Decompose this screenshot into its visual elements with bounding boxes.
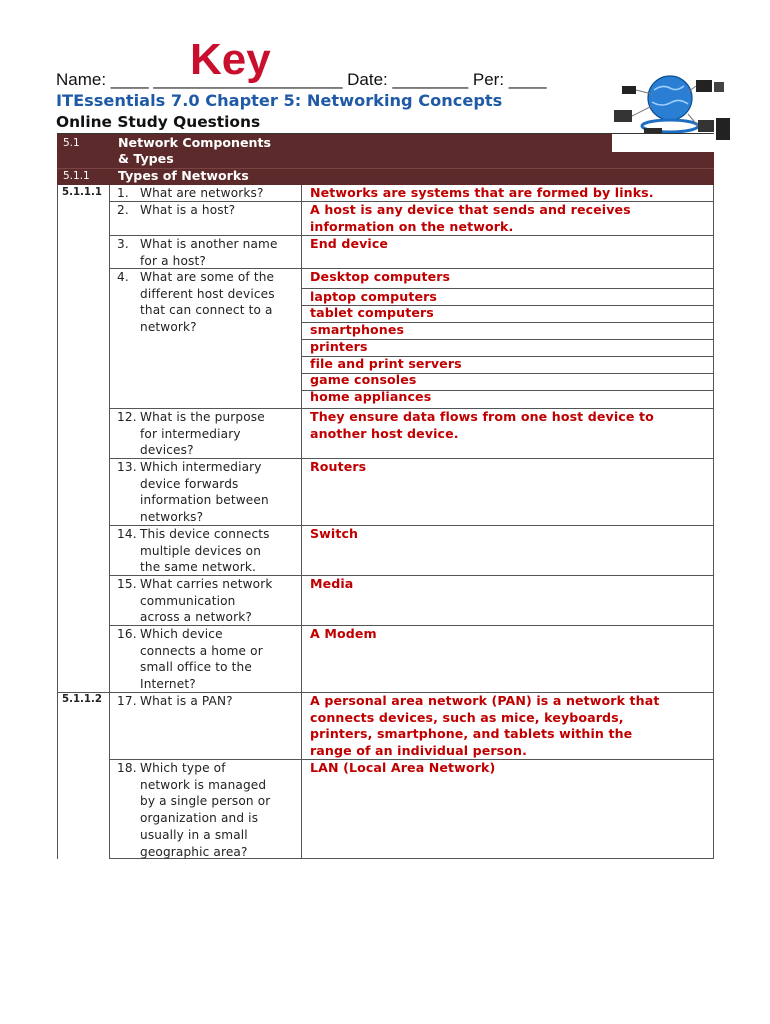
answer-1: [310, 185, 710, 202]
question-2: [117, 202, 299, 219]
answer-text: A host is any device that sends and receives: [310, 202, 631, 217]
answer-text: Routers: [310, 459, 367, 474]
question-number: 4.: [117, 270, 129, 284]
answer-text: printers: [310, 338, 368, 354]
question-text: communication: [140, 593, 236, 608]
table-col-divider-2: [301, 185, 302, 859]
section-label: Types of Networks: [118, 168, 249, 183]
question-text: that can connect to a: [140, 303, 273, 318]
question-number: 1.: [117, 186, 129, 200]
answer-text: A personal area network (PAN) is a network that: [310, 693, 660, 708]
answer-text: file and print servers: [310, 355, 462, 371]
question-number: 12.: [117, 410, 137, 424]
question-18: [117, 760, 299, 860]
question-text: networks?: [140, 510, 204, 525]
question-text: geographic area?: [140, 844, 248, 859]
question-text: different host devices: [140, 286, 275, 301]
question-text: network?: [140, 320, 197, 335]
document-subtitle: Online Study Questions: [56, 113, 261, 131]
answer-text: End device: [310, 236, 389, 251]
question-text: Which device: [140, 627, 223, 641]
answer-text: Desktop computers: [310, 269, 451, 284]
question-text: What is a PAN?: [140, 694, 233, 708]
answer-12: [310, 409, 710, 442]
answer-text: range of an individual person.: [310, 743, 527, 759]
question-12: [117, 409, 299, 459]
band-gap: [612, 134, 714, 152]
table-left-border: [57, 185, 58, 859]
question-text: by a single person or: [140, 794, 271, 809]
question-text: What carries network: [140, 577, 273, 591]
question-text: the same network.: [140, 560, 256, 575]
answer-text: Networks are systems that are formed by links.: [310, 185, 654, 200]
question-text: usually in a small: [140, 827, 248, 842]
question-text: What is another name: [140, 237, 278, 251]
answer-text: smartphones: [310, 322, 405, 338]
section-number: 5.1: [63, 137, 80, 149]
question-17: [117, 693, 299, 710]
question-text: information between: [140, 493, 269, 508]
question-16: [117, 626, 299, 693]
question-text: Internet?: [140, 677, 196, 692]
question-3: [117, 236, 299, 269]
question-text: devices?: [140, 443, 194, 458]
table-col-divider-1: [109, 185, 110, 859]
answer-13: [310, 459, 710, 476]
question-1: [117, 185, 299, 202]
answer-2: [310, 202, 710, 235]
name-date-period-line: Name: ____ ____________________ Date: ________ Per: ____: [56, 70, 547, 89]
answer-4: [310, 269, 710, 406]
question-text: organization and is: [140, 811, 259, 826]
answer-text: printers, smartphone, and tablets within the: [310, 726, 633, 742]
answer-18: [310, 760, 710, 777]
row-number: 5.1.1.2: [62, 694, 102, 705]
answer-16: [310, 626, 710, 643]
section-label-line1: Network Components: [118, 135, 272, 150]
question-text: What are some of the: [140, 270, 275, 284]
question-text: This device connects: [140, 527, 270, 541]
section-label-line2: & Types: [118, 151, 174, 166]
answer-text: LAN (Local Area Network): [310, 760, 496, 775]
section-number: 5.1.1: [63, 170, 90, 182]
question-15: [117, 576, 299, 626]
answer-text: information on the network.: [310, 218, 514, 234]
answer-text: Switch: [310, 526, 359, 541]
answer-15: [310, 576, 710, 593]
answer-text: Media: [310, 576, 354, 591]
question-text: What is a host?: [140, 203, 236, 217]
answer-14: [310, 526, 710, 543]
answer-text: laptop computers: [310, 288, 437, 304]
question-text: What is the purpose: [140, 410, 265, 424]
question-text: across a network?: [140, 610, 252, 625]
question-number: 17.: [117, 694, 137, 708]
answer-text: connects devices, such as mice, keyboards,: [310, 709, 624, 725]
question-text: connects a home or: [140, 643, 263, 658]
question-4: [117, 269, 299, 336]
question-number: 15.: [117, 577, 137, 591]
question-number: 16.: [117, 627, 137, 641]
question-number: 18.: [117, 761, 137, 775]
document-title: ITEssentials 7.0 Chapter 5: Networking Concepts: [56, 91, 503, 110]
question-text: network is managed: [140, 777, 267, 792]
answer-text: tablet computers: [310, 305, 434, 321]
key-heading: Key: [190, 35, 271, 84]
question-text: for intermediary: [140, 426, 241, 441]
row-number: 5.1.1.1: [62, 187, 102, 198]
section-band-5-1-1: [57, 168, 714, 185]
table-right-border: [713, 185, 714, 859]
answer-text: They ensure data flows from one host device to: [310, 409, 654, 424]
answer-text: another host device.: [310, 425, 459, 441]
question-number: 2.: [117, 203, 129, 217]
question-text: Which type of: [140, 761, 226, 775]
question-text: for a host?: [140, 253, 206, 268]
question-number: 14.: [117, 527, 137, 541]
question-number: 13.: [117, 460, 137, 474]
question-text: device forwards: [140, 476, 239, 491]
question-14: [117, 526, 299, 576]
question-13: [117, 459, 299, 526]
answer-text: A Modem: [310, 626, 377, 641]
question-text: small office to the: [140, 660, 252, 675]
answer-17: [310, 693, 710, 760]
question-number: 3.: [117, 237, 129, 251]
answer-text: home appliances: [310, 388, 432, 404]
question-text: Which intermediary: [140, 460, 262, 474]
answer-3: [310, 236, 710, 253]
question-text: multiple devices on: [140, 543, 262, 558]
answer-text: game consoles: [310, 372, 417, 388]
question-text: What are networks?: [140, 186, 264, 200]
